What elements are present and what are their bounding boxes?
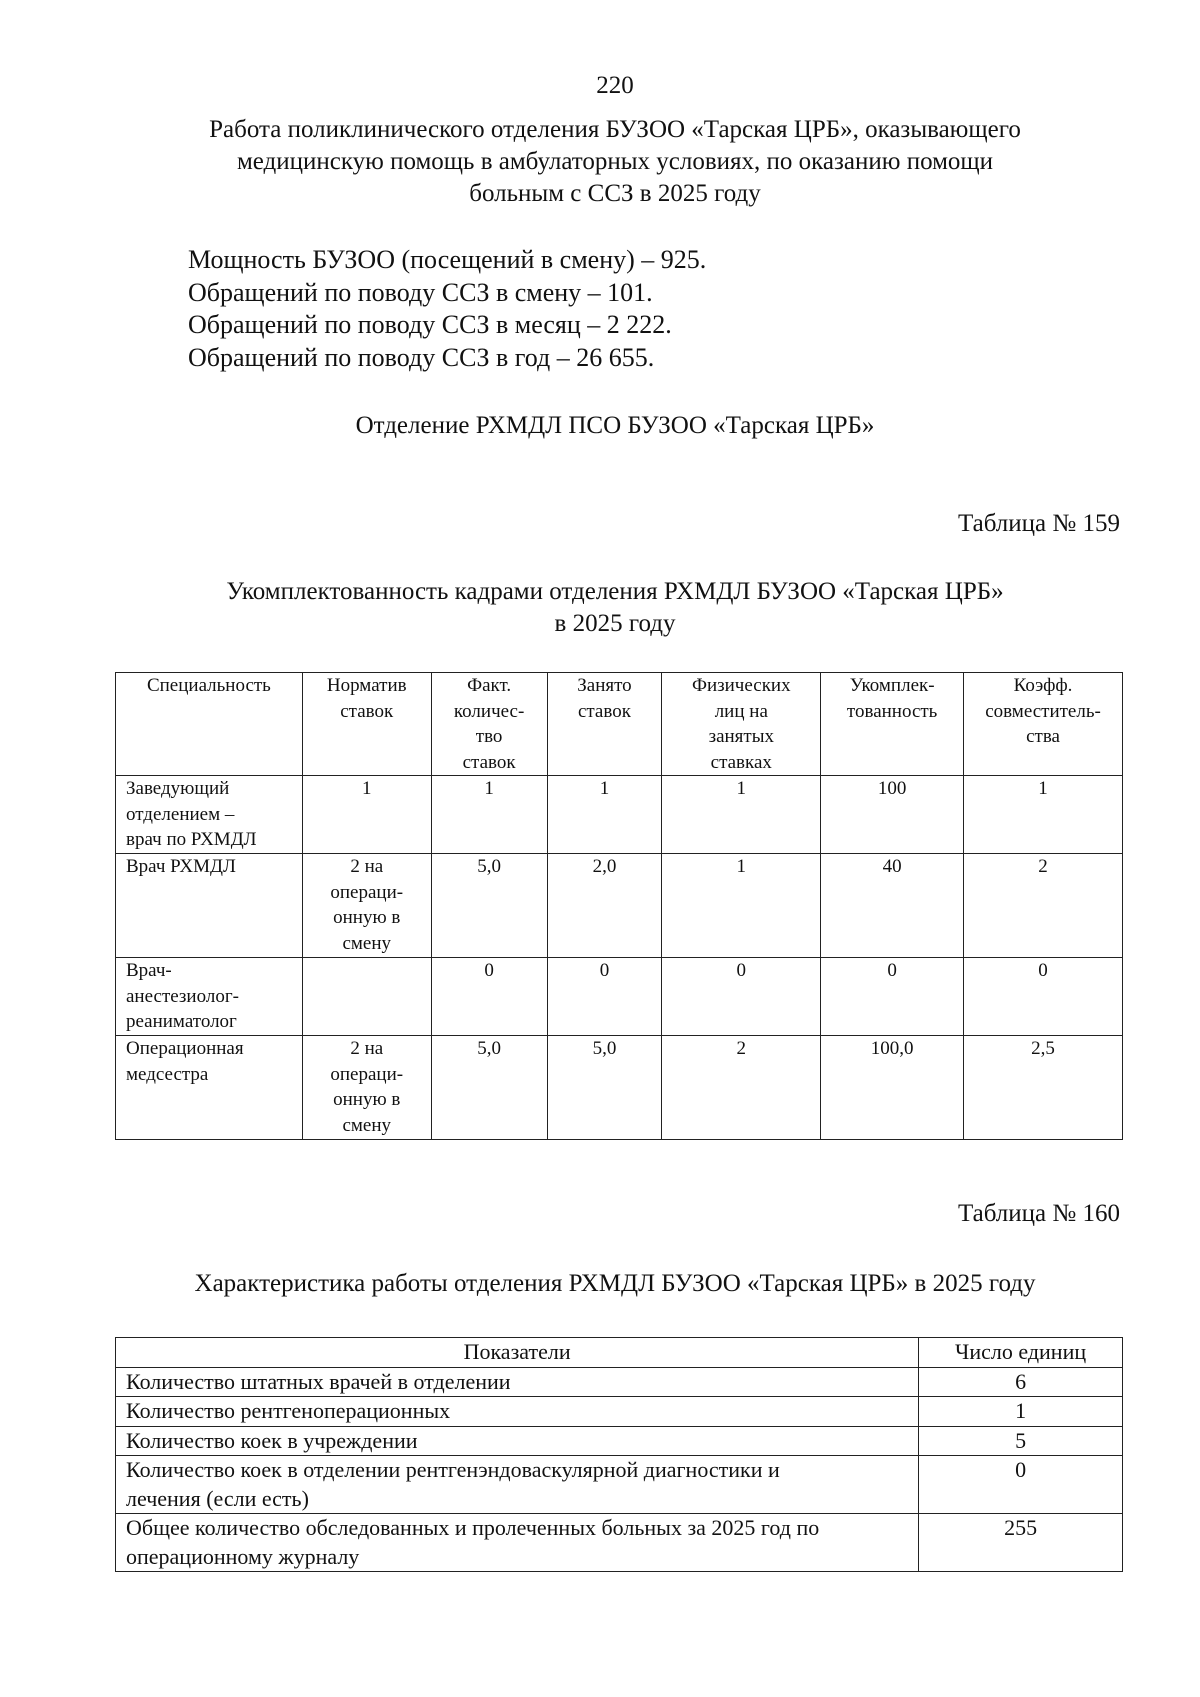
table-row (116, 958, 1123, 1036)
table-row (116, 1456, 1123, 1514)
header-physical-persons: Физических лиц на занятых ставках (662, 673, 821, 776)
page-number: 220 (596, 72, 634, 99)
table-159-number: Таблица № 159 (957, 510, 1120, 537)
cell-coef: 2,5 (964, 1036, 1123, 1140)
cell-norm: 2 на операци- онную в смену (302, 854, 431, 958)
cell-count: 5 (919, 1426, 1123, 1456)
table-159-title (0, 576, 1200, 640)
document-title-line: Работа поликлинического отделения БУЗОО «Тарская ЦРБ», оказывающего (209, 116, 1021, 143)
cell-coef: 0 (964, 958, 1123, 1036)
document-title (0, 114, 1200, 210)
cell-staffing: 40 (821, 854, 964, 958)
intro-stats (188, 244, 706, 374)
cell-indicator: Общее количество обследованных и пролеченных больных за 2025 год по операционному журналу (116, 1514, 919, 1572)
cell-norm (302, 958, 431, 1036)
table-row (116, 1036, 1123, 1140)
intro-line: Обращений по поводу ССЗ в год – 26 655. (188, 342, 655, 372)
table-160-number: Таблица № 160 (957, 1200, 1120, 1227)
header-combination-coef: Коэфф. совместитель- ства (964, 673, 1123, 776)
cell-count: 6 (919, 1367, 1123, 1397)
table-row (116, 776, 1123, 854)
header-count: Число единиц (919, 1338, 1123, 1368)
cell-fact: 5,0 (431, 854, 547, 958)
cell-specialty: Заведующий отделением – врач по РХМДЛ (116, 776, 303, 854)
document-title-line: больным с ССЗ в 2025 году (469, 180, 761, 207)
table-row (116, 1514, 1123, 1572)
cell-fact: 5,0 (431, 1036, 547, 1140)
cell-specialty: Врач РХМДЛ (116, 854, 303, 958)
table-row (116, 1367, 1123, 1397)
header-staffing-level: Укомплек- тованность (821, 673, 964, 776)
cell-staffing: 100 (821, 776, 964, 854)
department-work-table (115, 1337, 1123, 1572)
cell-count: 1 (919, 1397, 1123, 1427)
cell-coef: 1 (964, 776, 1123, 854)
table-160-title: Характеристика работы отделения РХМДЛ БУЗОО «Тарская ЦРБ» в 2025 году (194, 1270, 1036, 1297)
cell-norm: 1 (302, 776, 431, 854)
cell-persons: 1 (662, 776, 821, 854)
table-row (116, 854, 1123, 958)
header-actual-rates: Факт. количес- тво ставок (431, 673, 547, 776)
table-159-title-line: в 2025 году (554, 610, 676, 637)
section-title: Отделение РХМДЛ ПСО БУЗОО «Тарская ЦРБ» (355, 412, 875, 439)
table-row (116, 1397, 1123, 1427)
header-indicators: Показатели (116, 1338, 919, 1368)
cell-persons: 2 (662, 1036, 821, 1140)
table-header-row (116, 673, 1123, 776)
cell-norm: 2 на операци- онную в смену (302, 1036, 431, 1140)
header-specialty: Специальность (116, 673, 303, 776)
cell-persons: 0 (662, 958, 821, 1036)
table-header-row (116, 1338, 1123, 1368)
cell-occupied: 5,0 (547, 1036, 662, 1140)
cell-specialty: Операционная медсестра (116, 1036, 303, 1140)
header-occupied-rates: Занято ставок (547, 673, 662, 776)
cell-indicator: Количество коек в отделении рентгенэндоваскулярной диагностики и лечения (если есть) (116, 1456, 919, 1514)
document-title-line: медицинскую помощь в амбулаторных условиях, по оказанию помощи (236, 148, 994, 175)
intro-line: Мощность БУЗОО (посещений в смену) – 925. (188, 245, 707, 274)
cell-specialty: Врач- анестезиолог- реаниматолог (116, 958, 303, 1036)
header-norm-rates: Норматив ставок (302, 673, 431, 776)
cell-persons: 1 (662, 854, 821, 958)
cell-fact: 1 (431, 776, 547, 854)
table-row (116, 1426, 1123, 1456)
cell-occupied: 0 (547, 958, 662, 1036)
cell-count: 0 (919, 1456, 1123, 1514)
cell-indicator: Количество коек в учреждении (116, 1426, 919, 1456)
cell-count: 255 (919, 1514, 1123, 1572)
staffing-table (115, 672, 1123, 1140)
cell-occupied: 1 (547, 776, 662, 854)
table-159-title-line: Укомплектованность кадрами отделения РХМДЛ БУЗОО «Тарская ЦРБ» (226, 578, 1004, 605)
intro-line: Обращений по поводу ССЗ в месяц – 2 222. (188, 310, 672, 339)
cell-staffing: 0 (821, 958, 964, 1036)
cell-indicator: Количество штатных врачей в отделении (116, 1367, 919, 1397)
intro-line: Обращений по поводу ССЗ в смену – 101. (188, 277, 653, 307)
cell-fact: 0 (431, 958, 547, 1036)
cell-occupied: 2,0 (547, 854, 662, 958)
cell-coef: 2 (964, 854, 1123, 958)
cell-staffing: 100,0 (821, 1036, 964, 1140)
cell-indicator: Количество рентгеноперационных (116, 1397, 919, 1427)
